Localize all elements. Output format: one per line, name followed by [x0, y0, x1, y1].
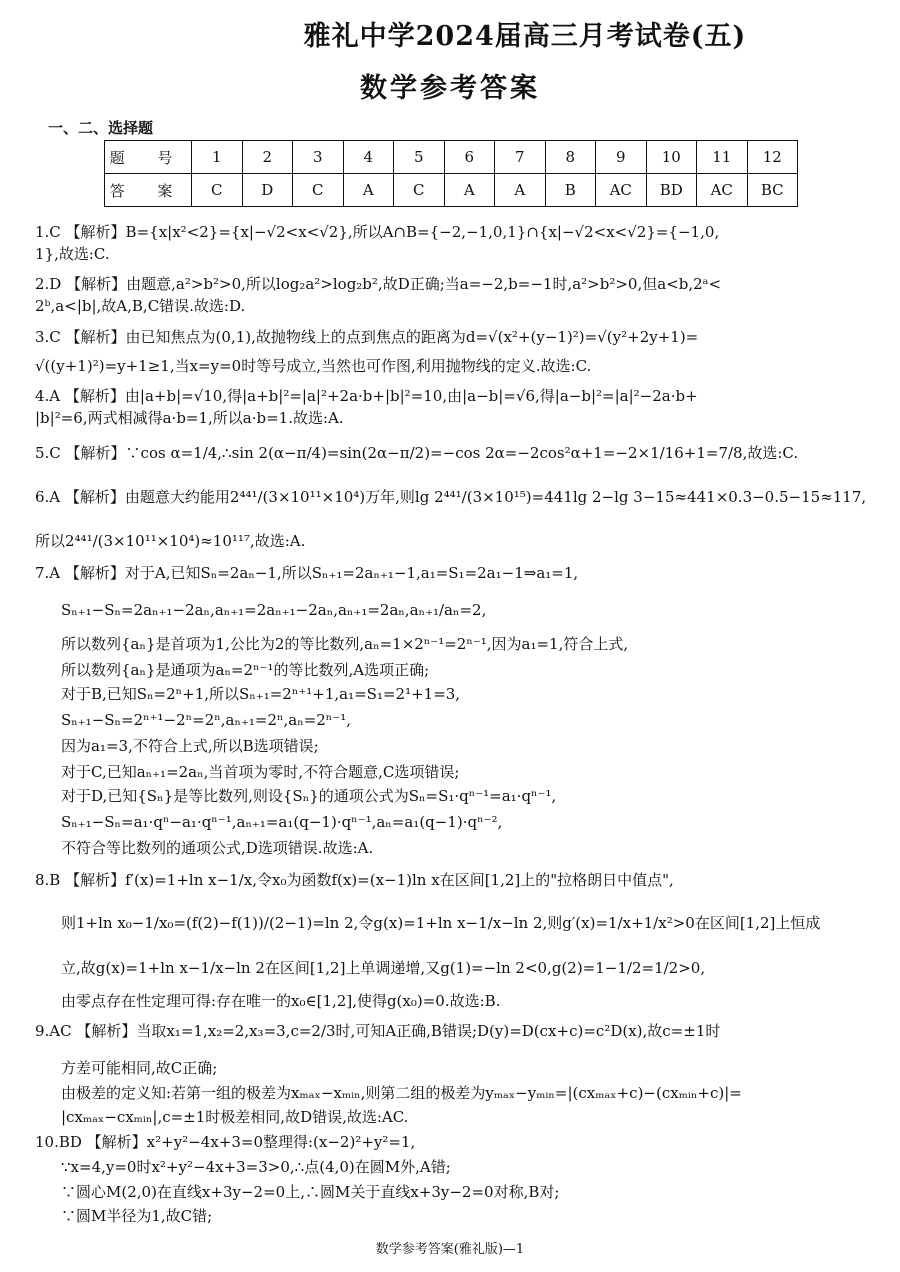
solution-line: 5.C 【解析】∵cos α=1/4,∴sin 2(α−π/4)=sin(2α−π/2)=−cos 2α=−2cos²α+1=−2×1/16+1=7/8,故选:C.: [35, 444, 799, 462]
solution-line: 9.AC 【解析】当取x₁=1,x₂=2,x₃=3,c=2/3时,可知A正确,B错误;D(y)=D(cx+c)=c²D(x),故c=±1时: [35, 1022, 721, 1040]
table-cell: BD: [646, 174, 697, 207]
table-cell: C: [394, 174, 445, 207]
solution-line: ∵圆M半径为1,故C错;: [61, 1207, 213, 1225]
table-cell: 6: [444, 141, 495, 174]
table-cell: 12: [747, 141, 798, 174]
table-cell: 2: [242, 141, 293, 174]
solution-line: 方差可能相同,故C正确;: [61, 1059, 218, 1077]
solution-line: 由零点存在性定理可得:存在唯一的x₀∈[1,2],使得g(x₀)=0.故选:B.: [61, 992, 501, 1010]
solution-line: 4.A 【解析】由|a+b|=√10,得|a+b|²=|a|²+2a·b+|b|²=10,由|a−b|=√6,得|a−b|²=|a|²−2a·b+: [35, 387, 698, 405]
page-title: 数学参考答案: [360, 73, 540, 104]
solution-line: 对于D,已知{Sₙ}是等比数列,则设{Sₙ}的通项公式为Sₙ=S₁·qⁿ⁻¹=a₁·qⁿ⁻¹,: [61, 787, 557, 805]
table-cell: C: [192, 174, 243, 207]
table-cell: 11: [697, 141, 748, 174]
table-cell: B: [545, 174, 596, 207]
table-cell: BC: [747, 174, 798, 207]
section-heading: 一、二、选择题: [48, 119, 154, 137]
solution-line: 所以2⁴⁴¹/(3×10¹¹×10⁴)≈10¹¹⁷,故选:A.: [35, 532, 306, 550]
table-cell: 3: [293, 141, 344, 174]
solution-line: Sₙ₊₁−Sₙ=2ⁿ⁺¹−2ⁿ=2ⁿ,aₙ₊₁=2ⁿ,aₙ=2ⁿ⁻¹,: [61, 711, 351, 729]
solution-line: √((y+1)²)=y+1≥1,当x=y=0时等号成立,当然也可作图,利用抛物线的定义.故选:C.: [35, 357, 592, 375]
table-cell: A: [343, 174, 394, 207]
table-cell: 8: [545, 141, 596, 174]
solution-line: 3.C 【解析】由已知焦点为(0,1),故抛物线上的点到焦点的距离为d=√(x²+(y−1)²)=√(y²+2y+1)=: [35, 328, 699, 346]
table-cell: A: [444, 174, 495, 207]
table-cell: 1: [192, 141, 243, 174]
solution-line: 对于C,已知aₙ₊₁=2aₙ,当首项为零时,不符合题意,C选项错误;: [61, 763, 460, 781]
solution-line: |cxₘₐₓ−cxₘᵢₙ|,c=±1时极差相同,故D错误,故选:AC.: [61, 1108, 409, 1126]
solution-line: 1},故选:C.: [35, 245, 110, 263]
solution-line: 所以数列{aₙ}是通项为aₙ=2ⁿ⁻¹的等比数列,A选项正确;: [61, 661, 430, 679]
solution-line: 8.B 【解析】f′(x)=1+ln x−1/x,令x₀为函数f(x)=(x−1)ln x在区间[1,2]上的"拉格朗日中值点",: [35, 871, 674, 889]
solution-line: Sₙ₊₁−Sₙ=a₁·qⁿ−a₁·qⁿ⁻¹,aₙ₊₁=a₁(q−1)·qⁿ⁻¹,aₙ=a₁(q−1)·qⁿ⁻²,: [61, 813, 503, 831]
solution-line: 因为a₁=3,不符合上式,所以B选项错误;: [61, 737, 319, 755]
solution-line: 则1+ln x₀−1/x₀=(f(2)−f(1))/(2−1)=ln 2,令g(x)=1+ln x−1/x−ln 2,则g′(x)=1/x+1/x²>0在区间[1,2]上恒成: [61, 914, 821, 932]
exam-title: 雅礼中学2024届高三月考试卷(五): [303, 21, 747, 52]
solution-line: ∵x=4,y=0时x²+y²−4x+3=3>0,∴点(4,0)在圆M外,A错;: [61, 1158, 451, 1176]
table-cell: 7: [495, 141, 546, 174]
table-cell: 4: [343, 141, 394, 174]
solution-line: |b|²=6,两式相减得a·b=1,所以a·b=1.故选:A.: [35, 409, 344, 427]
solution-line: 2ᵇ,a<|b|,故A,B,C错误.故选:D.: [35, 297, 246, 315]
solution-line: 对于B,已知Sₙ=2ⁿ+1,所以Sₙ₊₁=2ⁿ⁺¹+1,a₁=S₁=2¹+1=3,: [61, 685, 461, 703]
table-header-answer: 答 案: [105, 174, 192, 207]
solution-line: 10.BD 【解析】x²+y²−4x+3=0整理得:(x−2)²+y²=1,: [35, 1133, 416, 1151]
table-cell: C: [293, 174, 344, 207]
solution-line: 7.A 【解析】对于A,已知Sₙ=2aₙ−1,所以Sₙ₊₁=2aₙ₊₁−1,a₁=S₁=2a₁−1⇒a₁=1,: [35, 564, 579, 582]
solution-line: 立,故g(x)=1+ln x−1/x−ln 2在区间[1,2]上单调递增,又g(1)=−ln 2<0,g(2)=1−1/2=1/2>0,: [61, 959, 706, 977]
table-cell: AC: [596, 174, 647, 207]
table-cell: AC: [697, 174, 748, 207]
solution-line: ∵圆心M(2,0)在直线x+3y−2=0上,∴圆M关于直线x+3y−2=0对称,B对;: [61, 1183, 560, 1201]
solution-line: 所以数列{aₙ}是首项为1,公比为2的等比数列,aₙ=1×2ⁿ⁻¹=2ⁿ⁻¹,因为a₁=1,符合上式,: [61, 635, 629, 653]
solution-line: 由极差的定义知:若第一组的极差为xₘₐₓ−xₘᵢₙ,则第二组的极差为yₘₐₓ−yₘᵢₙ=|(cxₘₐₓ+c)−(cxₘᵢₙ+c)|=: [61, 1084, 742, 1102]
table-cell: A: [495, 174, 546, 207]
solution-line: 6.A 【解析】由题意大约能用2⁴⁴¹/(3×10¹¹×10⁴)万年,则lg 2⁴⁴¹/(3×10¹⁵)=441lg 2−lg 3−15≈441×0.3−0.5−15≈117,: [35, 488, 867, 506]
table-cell: D: [242, 174, 293, 207]
table-cell: 9: [596, 141, 647, 174]
page-footer: 数学参考答案(雅礼版)—1: [375, 1242, 525, 1257]
table-cell: 10: [646, 141, 697, 174]
solution-line: 2.D 【解析】由题意,a²>b²>0,所以log₂a²>log₂b²,故D正确;当a=−2,b=−1时,a²>b²>0,但a<b,2ᵃ<: [35, 275, 722, 293]
table-header-number: 题 号: [105, 141, 192, 174]
solution-line: Sₙ₊₁−Sₙ=2aₙ₊₁−2aₙ,aₙ₊₁=2aₙ₊₁−2aₙ,aₙ₊₁=2aₙ,aₙ₊₁/aₙ=2,: [61, 601, 487, 619]
table-cell: 5: [394, 141, 445, 174]
solution-line: 不符合等比数列的通项公式,D选项错误.故选:A.: [61, 839, 374, 857]
solution-line: 1.C 【解析】B={x|x²<2}={x|−√2<x<√2},所以A∩B={−2,−1,0,1}∩{x|−√2<x<√2}={−1,0,: [35, 223, 720, 241]
